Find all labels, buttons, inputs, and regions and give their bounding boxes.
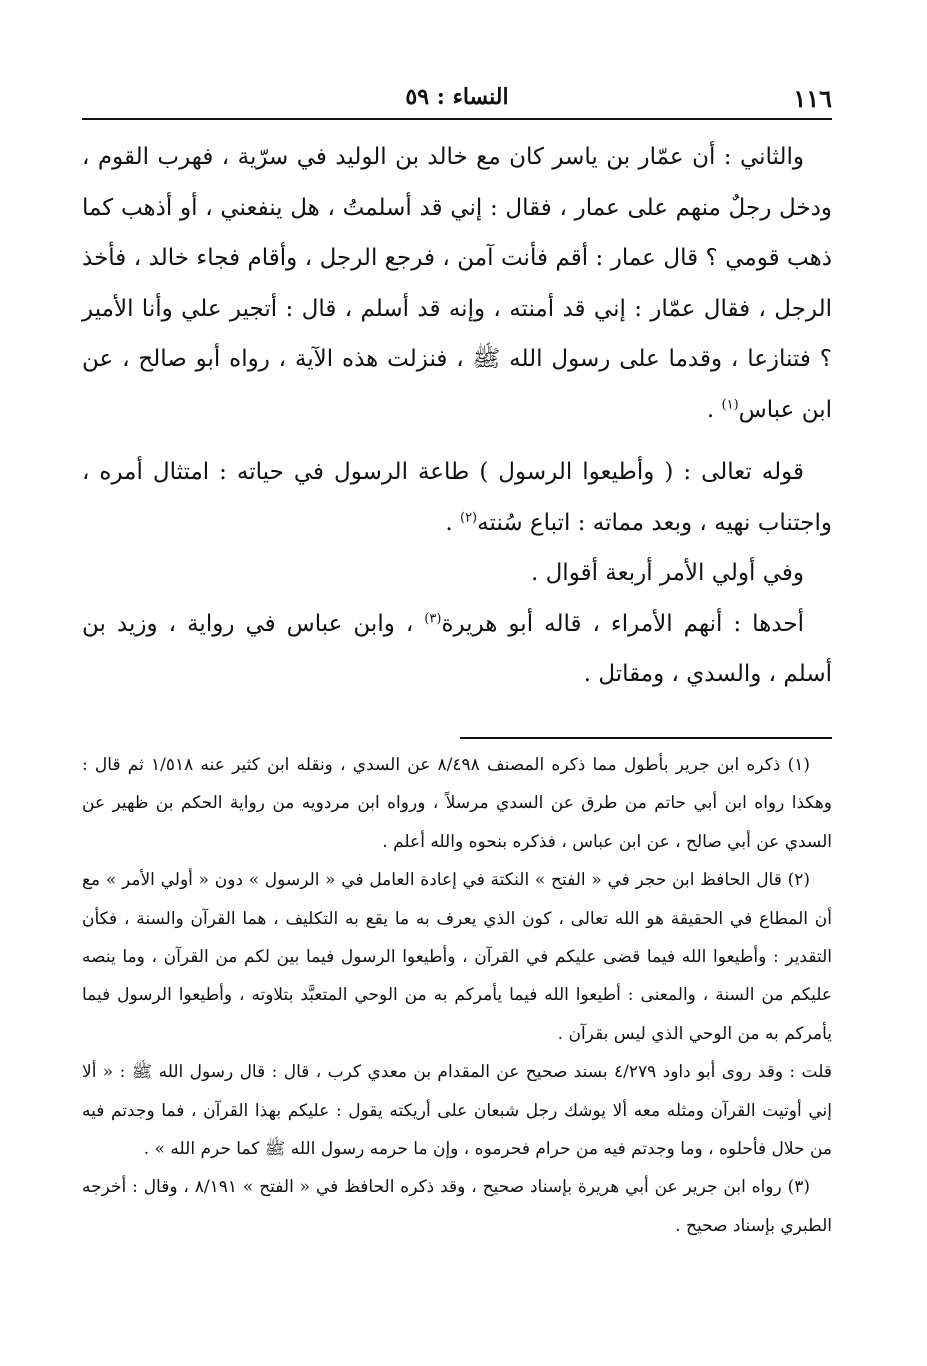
footnote-2-note: قلت : وقد روى أبو داود ٤/٢٧٩ بسند صحيح عن المقدام بن معدي كرب ، قال : قال رسول الله ﷺ : « ألا إني أوتيت القرآن ومثله معه ألا يوشك رجل شبعان على أريكته يقول : عليكم بهذا القرآن ، فما وجدتم فيه من حلال فأحلوه ، وما وجدتم فيه من حرام فحرموه ، وإن ما حرمه رسول الله ﷺ كما حرم الله » . [82,1062,832,1160]
paragraph-end: . [445,509,460,536]
main-text [82,132,832,700]
page-header [82,78,832,120]
footnote-ref-2: (٢) [459,509,478,525]
footnote-ref-1: (١) [721,396,739,412]
paragraph-text-cont: ، وابن عباس في رواية ، وزيد بن أسلم ، والسدي ، ومقاتل . [82,610,832,687]
paragraph-end: . [706,396,722,423]
footnote-1: (١) ذكره ابن جرير بأطول مما ذكره المصنف ٨/٤٩٨ عن السدي ، ونقله ابن كثير عنه ١/٥١٨ ثم قال : وهكذا رواه ابن أبي حاتم من طرق عن السدي مرسلاً ، ورواه ابن مردويه من رواية الحكم بن ظهير عن السدي عن أبي صالح ، عن ابن عباس ، فذكره بنحوه والله أعلم . [82,755,832,852]
footnote-ref-3: (٣) [424,610,442,626]
paragraph-text: قوله تعالى : ( وأطيعوا الرسول ) طاعة الرسول في حياته : امتثال أمره ، واجتناب نهيه ، وبعد مماته : اتباع سُنته [82,459,832,536]
paragraph-obey-messenger [82,447,832,548]
running-title: النساء : ٥٩ [405,84,509,110]
footnote-2: (٢) قال الحافظ ابن حجر في « الفتح » النكتة في إعادة العامل في « الرسول » دون « أولي الأمر » مع أن المطاع في الحقيقة هو الله تعالى ، كون الذي يعرف به ما يقع به التكليف ، هما القرآن والسنة ، فكأن التقدير : وأطيعوا الله فيما قضى عليكم في القرآن ، وأطيعوا الرسول فيما بين لكم من القرآن ، وما ينصه عليكم من السنة ، والمعنى : أطيعوا الله فيما يأمركم به من الوحي المتعبَّد بتلاوته ، وأطيعوا الرسول فيما يأمركم به من الوحي الذي ليس بقرآن . [82,870,832,1044]
paragraph-text: والثاني : أن عمّار بن ياسر كان مع خالد بن الوليد في سرّية ، فهرب القوم ، ودخل رجلٌ منهم على عمار ، فقال : إني قد أسلمتُ ، هل ينفعني ، أو أذهب كما ذهب قومي ؟ قال عمار : أقم فأنت آمن ، فرجع الرجل ، وأقام فجاء خالد ، فأخذ الرجل ، فقال عمّار : إني قد أمنته ، وإنه قد أسلم ، قال : أتجير علي وأنا الأمير ؟ فتنازعا ، وقدما على رسول الله ﷺ ، فنزلت هذه الآية ، رواه أبو صالح ، عن ابن عباس [82,144,832,423]
paragraph-first-opinion [82,599,832,700]
paragraph-text: أحدها : أنهم الأمراء ، قاله أبو هريرة [441,610,804,637]
paragraph-four-opinions: وفي أولي الأمر أربعة أقوال . [530,560,804,586]
footnotes [82,746,832,1245]
footnote-3: (٣) رواه ابن جرير عن أبي هريرة بإسناد صحيح ، وقد ذكره الحافظ في « الفتح » ٨/١٩١ ، وقال : أخرجه الطبري بإسناد صحيح . [82,1177,832,1236]
page-number: ١١٦ [793,84,832,113]
paragraph-second-opinion [82,132,832,435]
footnote-separator [460,737,832,739]
